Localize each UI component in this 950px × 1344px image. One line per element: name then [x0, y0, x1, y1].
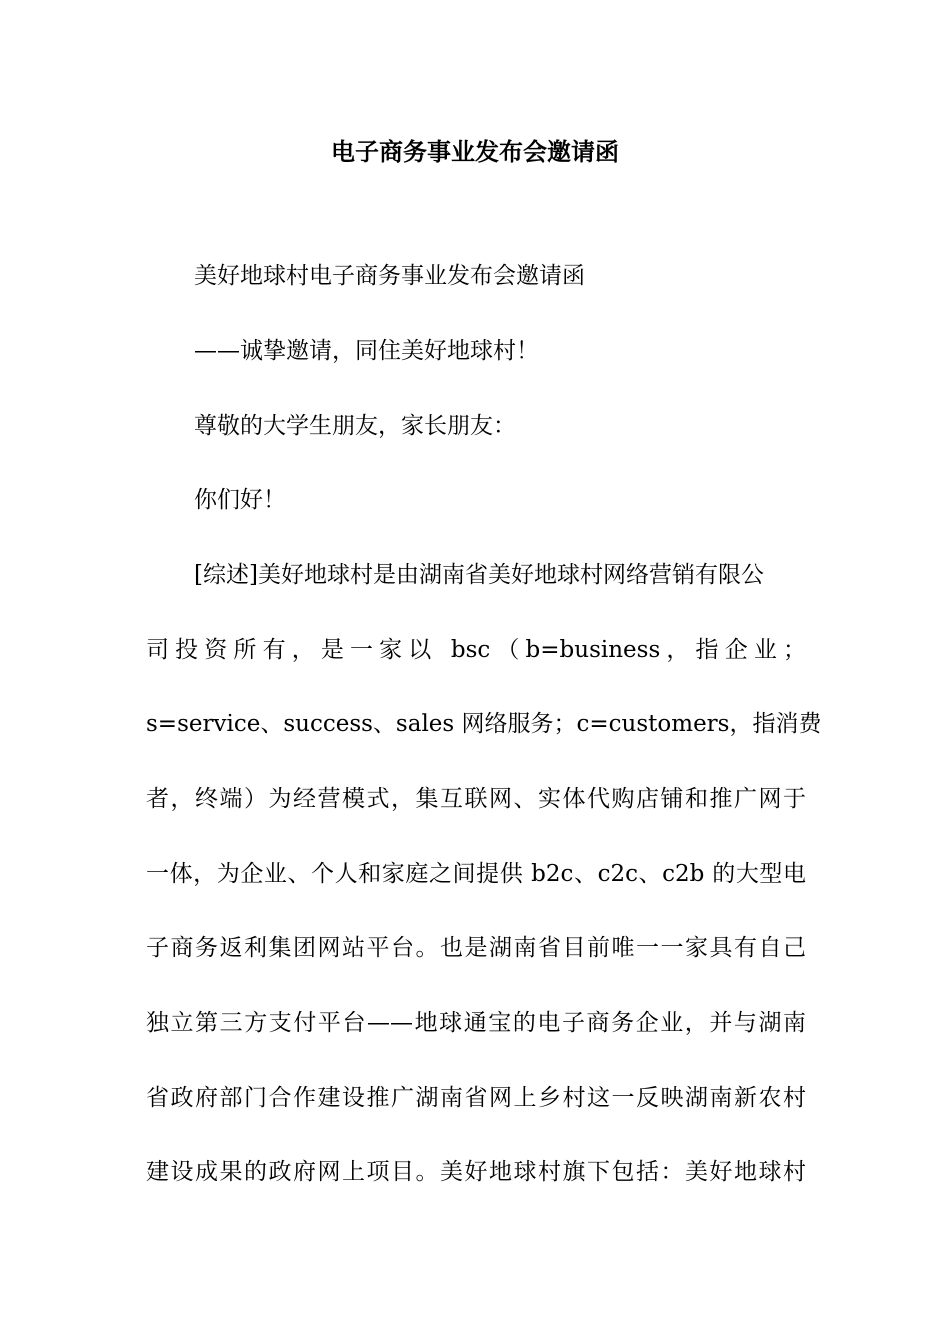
- intro-line-greeting: 你们好！: [194, 487, 286, 513]
- body-line-1: [综述]美好地球村是由湖南省美好地球村网络营销有限公: [194, 562, 764, 588]
- intro-line-heading: 美好地球村电子商务事业发布会邀请函: [194, 263, 585, 289]
- intro-line-slogan: ——诚挚邀请，同住美好地球村！: [194, 338, 539, 364]
- body-line-6: 子商务返利集团网站平台。也是湖南省目前唯一一家具有自己: [146, 935, 806, 961]
- body-line-2: 司投资所有，是一家以 bsc（b=business，指企业；: [146, 637, 806, 663]
- body-line-3: s=service、success、sales 网络服务；c=customers，指消费: [146, 711, 822, 737]
- body-line-8: 省政府部门合作建设推广湖南省网上乡村这一反映湖南新农村: [146, 1085, 806, 1111]
- body-line-5: 一体，为企业、个人和家庭之间提供 b2c、c2c、c2b 的大型电: [146, 861, 806, 887]
- intro-line-salutation: 尊敬的大学生朋友，家长朋友：: [194, 413, 516, 439]
- body-line-7: 独立第三方支付平台——地球通宝的电子商务企业，并与湖南: [146, 1010, 806, 1036]
- body-line-4: 者，终端）为经营模式，集互联网、实体代购店铺和推广网于: [146, 786, 806, 812]
- body-line-9: 建设成果的政府网上项目。美好地球村旗下包括：美好地球村: [146, 1159, 806, 1185]
- document-title: 电子商务事业发布会邀请函: [331, 137, 619, 166]
